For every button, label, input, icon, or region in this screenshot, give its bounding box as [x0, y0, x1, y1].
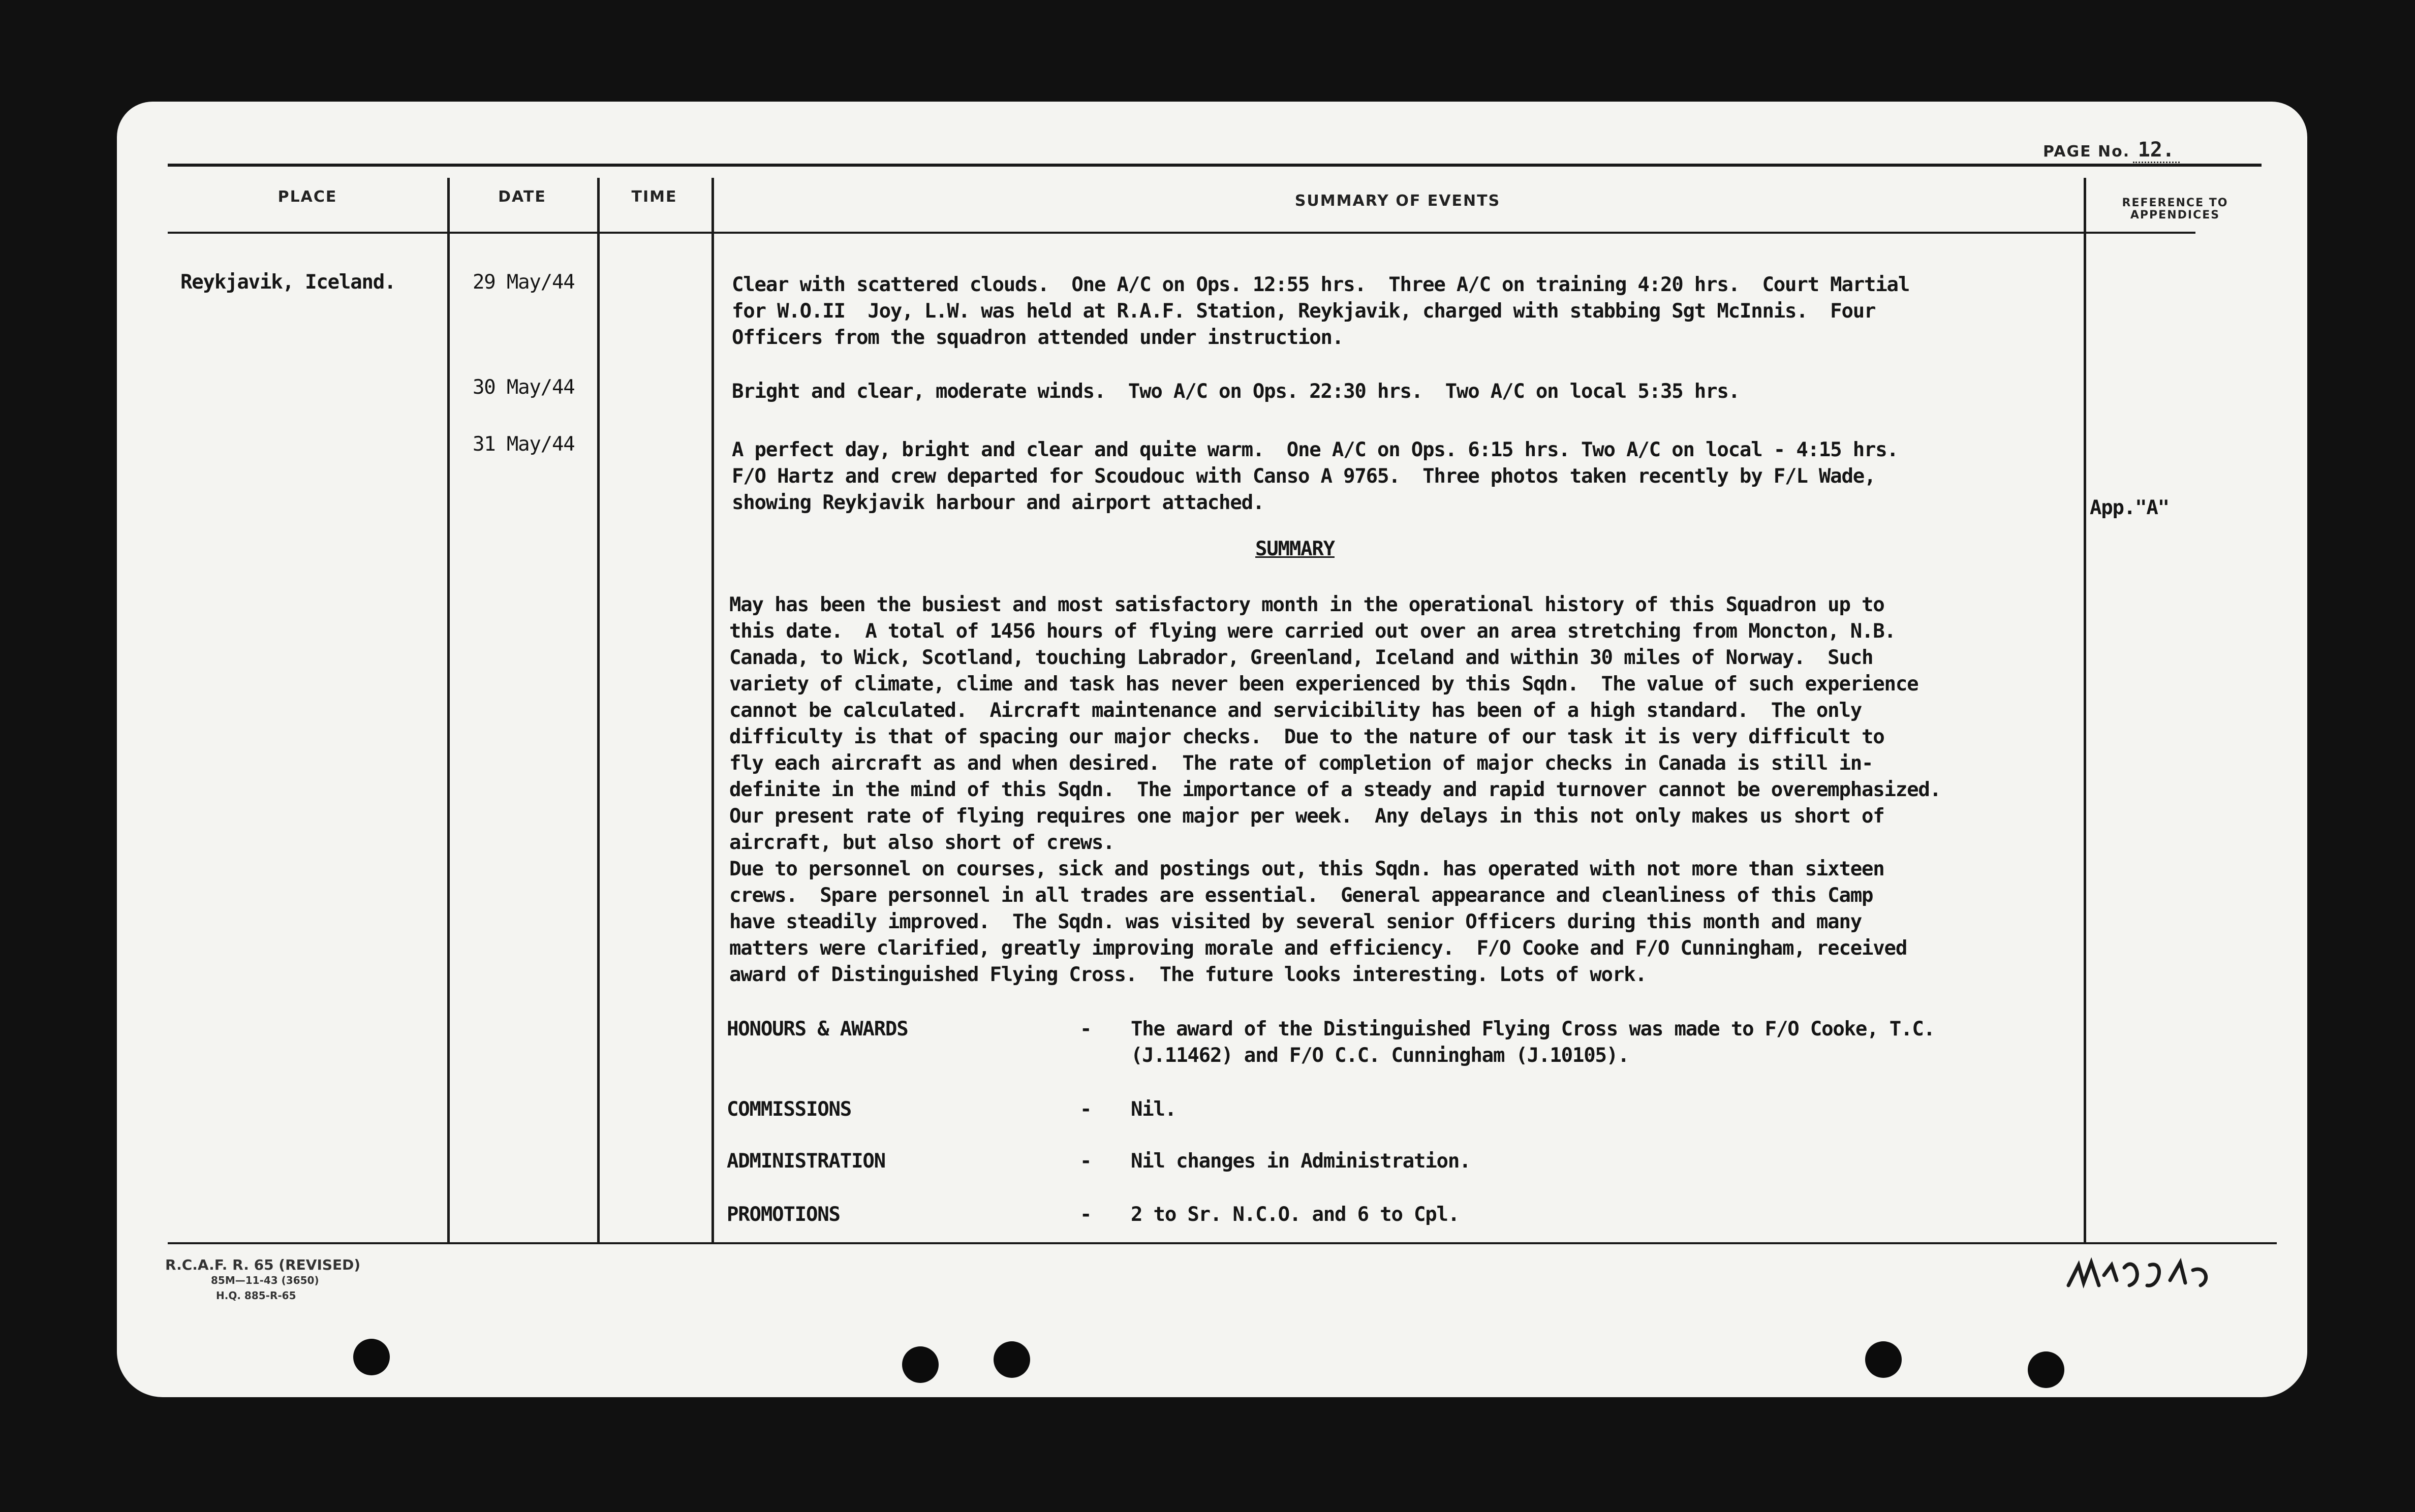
section-line: (J.11462) and F/O C.C. Cunningham (J.10105).	[1131, 1044, 1629, 1067]
summary-line: have steadily improved. The Sqdn. was visited by several senior Officers during this month and many	[729, 910, 1862, 933]
section-label: HONOURS & AWARDS	[727, 1018, 908, 1041]
section-marker: -	[1080, 1098, 1092, 1121]
header-reference-line1: REFERENCE TO	[2122, 197, 2228, 209]
summary-line: matters were clarified, greatly improving morale and efficiency. F/O Cooke and F/O Cunningham, received	[729, 937, 1907, 960]
summary-line: Canada, to Wick, Scotland, touching Labrador, Greenland, Iceland and within 30 miles of Norway. Such	[729, 646, 1873, 669]
diary-card	[117, 102, 2307, 1397]
punch-hole	[2028, 1351, 2064, 1388]
section-marker: -	[1080, 1150, 1092, 1173]
punch-hole	[1865, 1341, 1902, 1378]
summary-line: cannot be calculated. Aircraft maintenance and servicibility has been of a high standard. The only	[729, 699, 1862, 722]
punch-hole	[994, 1341, 1030, 1378]
summary-line: variety of climate, clime and task has never been experienced by this Sqdn. The value of such experience	[729, 673, 1918, 696]
section-line: The award of the Distinguished Flying Cross was made to F/O Cooke, T.C.	[1131, 1018, 1935, 1041]
date-cell: 30 May/44	[473, 376, 575, 399]
summary-line: crews. Spare personnel in all trades are essential. General appearance and cleanliness of this Camp	[729, 884, 1873, 907]
handwritten-initials	[2063, 1245, 2226, 1301]
footer-rule	[168, 1242, 2277, 1244]
header-reference	[2086, 197, 2264, 222]
summary-line: this date. A total of 1456 hours of flying were carried out over an area stretching from Moncton, N.B.	[729, 620, 1896, 643]
summary-heading: SUMMARY	[1255, 538, 1335, 560]
date-cell: 29 May/44	[473, 271, 575, 294]
date-cell: 31 May/44	[473, 433, 575, 456]
header-date: DATE	[498, 188, 546, 206]
section-label: PROMOTIONS	[727, 1203, 840, 1226]
entry-line: for W.O.II Joy, L.W. was held at R.A.F. Station, Reykjavik, charged with stabbing Sgt McInnis. Four	[732, 300, 1876, 323]
place-cell: Reykjavik, Iceland.	[180, 271, 396, 294]
page-number	[2043, 138, 2180, 162]
divider-time-summary	[711, 178, 714, 1242]
section-marker: -	[1080, 1203, 1092, 1226]
header-place: PLACE	[277, 188, 337, 206]
punch-hole	[353, 1339, 390, 1375]
header-top-rule	[168, 164, 2262, 167]
punch-hole	[902, 1346, 939, 1383]
section-line: Nil.	[1131, 1098, 1176, 1121]
summary-line: Due to personnel on courses, sick and postings out, this Sqdn. has operated with not more than sixteen	[729, 858, 1884, 880]
summary-line: award of Distinguished Flying Cross. The future looks interesting. Lots of work.	[729, 963, 1647, 986]
divider-place-date	[447, 178, 450, 1242]
summary-line: definite in the mind of this Sqdn. The importance of a steady and rapid turnover cannot be overemphasized.	[729, 778, 1941, 801]
form-number	[165, 1257, 360, 1303]
entry-line: Officers from the squadron attended under instruction.	[732, 326, 1344, 349]
form-line1: R.C.A.F. R. 65 (REVISED)	[165, 1256, 361, 1273]
page-value: 12.	[2133, 138, 2180, 163]
entry-line: Clear with scattered clouds. One A/C on Ops. 12:55 hrs. Three A/C on training 4:20 hrs. Court Martial	[732, 273, 1910, 296]
appendix-reference: App."A"	[2090, 496, 2169, 519]
section-label: COMMISSIONS	[727, 1098, 852, 1121]
entry-line: A perfect day, bright and clear and quite warm. One A/C on Ops. 6:15 hrs. Two A/C on local - 4:15 hrs.	[732, 438, 1898, 461]
header-time: TIME	[631, 188, 677, 206]
form-line2: 85M—11-43 (3650)	[211, 1274, 319, 1286]
divider-date-time	[597, 178, 600, 1242]
summary-line: fly each aircraft as and when desired. The rate of completion of major checks in Canada is still in-	[729, 752, 1873, 775]
divider-summary-reference	[2084, 178, 2086, 1242]
form-line3: H.Q. 885-R-65	[216, 1289, 296, 1302]
entry-line: showing Reykjavik harbour and airport attached.	[732, 491, 1264, 514]
header-reference-line2: APPENDICES	[2130, 209, 2220, 222]
summary-line: aircraft, but also short of crews.	[729, 831, 1114, 854]
header-summary: SUMMARY OF EVENTS	[1294, 192, 1501, 210]
section-label: ADMINISTRATION	[727, 1150, 885, 1173]
summary-line: difficulty is that of spacing our major checks. Due to the nature of our task it is very difficult to	[729, 726, 1884, 748]
summary-line: Our present rate of flying requires one major per week. Any delays in this not only makes us short of	[729, 805, 1884, 828]
section-line: Nil changes in Administration.	[1131, 1150, 1471, 1173]
entry-line: F/O Hartz and crew departed for Scoudouc with Canso A 9765. Three photos taken recently by F/L Wade,	[732, 465, 1876, 488]
summary-line: May has been the busiest and most satisfactory month in the operational history of this Squadron up to	[729, 593, 1884, 616]
entry-line: Bright and clear, moderate winds. Two A/C on Ops. 22:30 hrs. Two A/C on local 5:35 hrs.	[732, 380, 1740, 403]
section-marker: -	[1080, 1018, 1092, 1041]
section-line: 2 to Sr. N.C.O. and 6 to Cpl.	[1131, 1203, 1460, 1226]
header-bottom-rule	[168, 232, 2195, 234]
page-label: PAGE No.	[2043, 143, 2130, 161]
